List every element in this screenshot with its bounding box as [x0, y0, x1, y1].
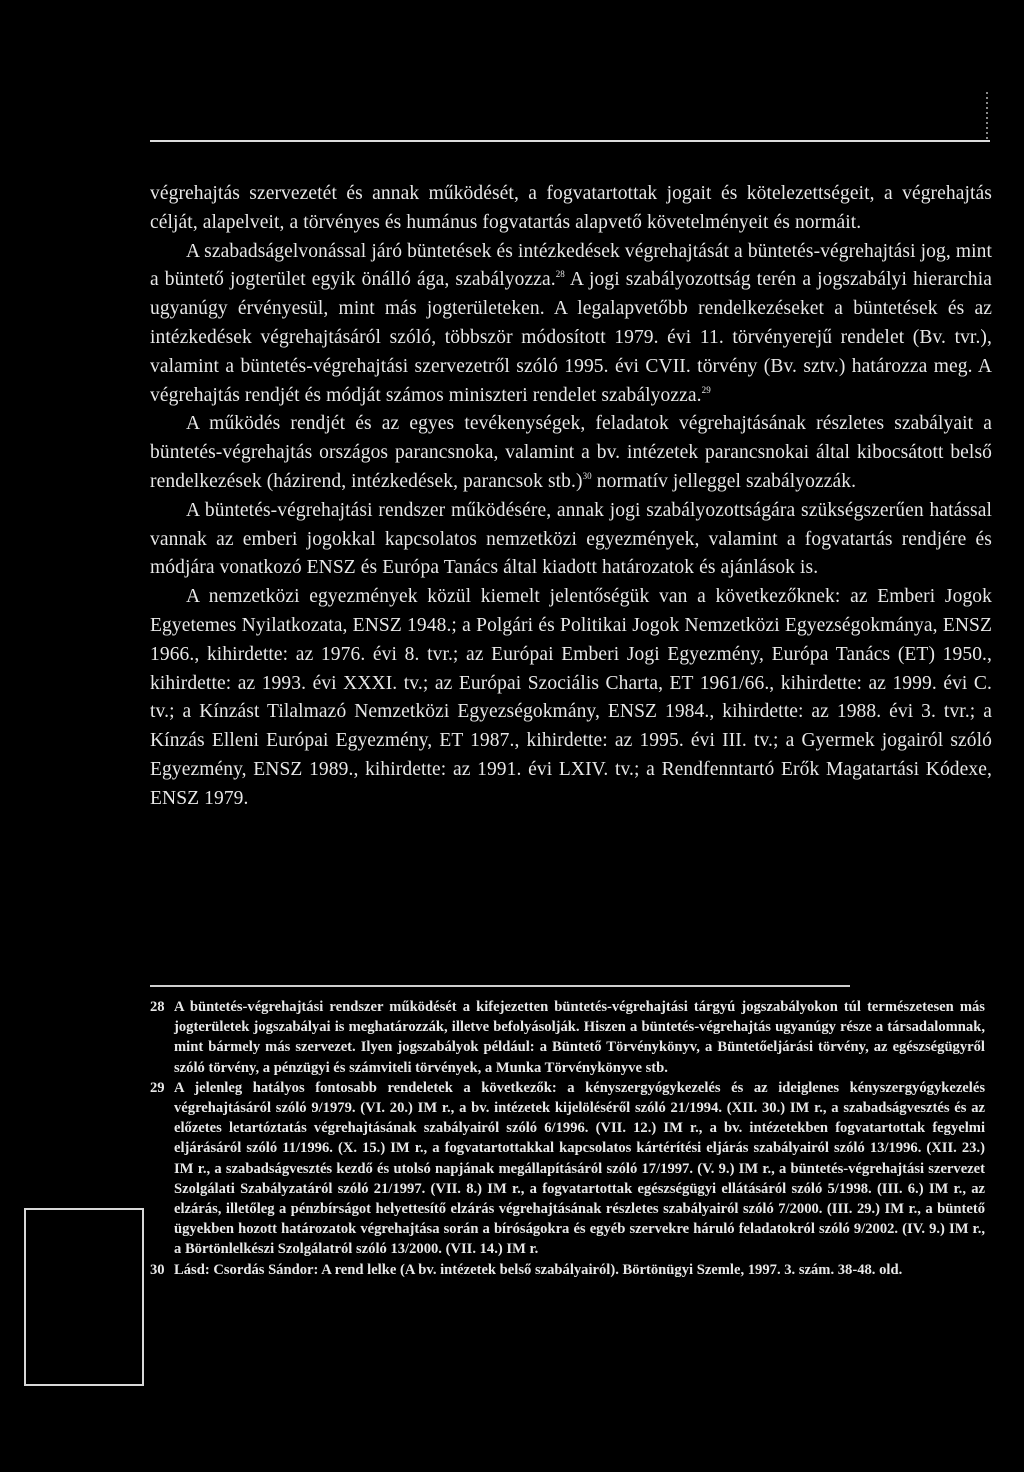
paragraph	[150, 238, 992, 411]
footnote-number: 29	[150, 1079, 165, 1096]
footnote-number: 28	[150, 999, 165, 1015]
footnotes	[150, 997, 985, 1280]
footnote-text: A büntetés-végrehajtási rendszer működését a kifejezetten büntetés-végrehajtási tárgyú jogszabályokon túl természetesen más jogterületek jogszabályai is meghatározzák, illetve befolyásolják. Hiszen a büntetés-végrehajtás ugyanúgy része a társadalomnak, mint bármely más szervezet. Ilyen jogszabályok például: a Büntető Törvénykönyv, a Büntetőeljárási törvény, az egészségügyről szóló törvény, a pénzügyi és számviteli törvények, a Munka Törvénykönyve stb.	[174, 999, 985, 1076]
header-rule	[150, 140, 990, 142]
paragraph	[150, 180, 992, 238]
margin-box	[24, 1208, 144, 1386]
footnote-number: 30	[150, 1261, 165, 1278]
paragraph-text: normatív jelleggel szabályozzák.	[591, 470, 857, 492]
footnote-text: Lásd: Csordás Sándor: A rend lelke (A bv. intézetek belső szabályairól). Börtönügyi Szemle, 1997. 3. szám. 38-48. old.	[174, 1261, 903, 1278]
paragraph-text: A büntetés-végrehajtási rendszer működésére, annak jogi szabályozottságára szükségszerűen hatással vannak az emberi jogokkal kapcsolatos nemzetközi egyezmények, valamint a fogvatartás rendjére és módjára vonatkozó ENSZ és Európa Tanács által kiadott határozatok és ajánlások is.	[150, 499, 992, 579]
footnote-28	[150, 997, 985, 1078]
footnote-separator	[150, 985, 850, 987]
paragraph-text: A szabadságelvonással járó büntetések és intézkedések végrehajtását a büntetés-végrehajtási jog, mint a büntető jogterület egyik önálló ága, szabályozza.	[150, 240, 992, 291]
paragraph-text: A működés rendjét és az egyes tevékenységek, feladatok végrehajtásának részletes szabályait a büntetés-végrehajtás országos parancsnoka, valamint a bv. intézetek parancsnokai által kibocsátott belső rendelkezések (házirend, intézkedések, parancsok stb.)	[150, 413, 992, 492]
body-text	[150, 180, 992, 814]
paragraph-text: A nemzetközi egyezmények közül kiemelt jelentőségük van a következőknek: az Emberi Jogok Egyetemes Nyilatkozata, ENSZ 1948.; a Polgári és Politikai Jogok Nemzetközi Egyezségokmánya, ENSZ 1966., kihirdette: az 1976. évi 8. tvr.; az Európai Emberi Jogi Egyezmény, Európa Tanács (ET) 1950., kihirdette: az 1993. évi XXXI. tv.; az Európai Szociális Charta, ET 1961/66., kihirdette: az 1999. évi C. tv.; a Kínzást Tilalmazó Nemzetközi Egyezségokmány, ENSZ 1984., kihirdette: az 1988. évi 3. tvr.; a Kínzás Elleni Európai Egyezmény, ET 1987., kihirdette: az 1995. évi III. tv.; a Gyermek jogairól szóló Egyezmény, ENSZ 1989., kihirdette: az 1991. évi LXIV. tv.; a Rendfenntartó Erők Magatartási Kódexe, ENSZ 1979.	[150, 586, 992, 809]
corner-mark	[986, 92, 988, 140]
footnote-ref-29[interactable]: 29	[701, 384, 711, 395]
paragraph-text: A jogi szabályozottság terén a jogszabályi hierarchia ugyanúgy érvényesül, mint más jogterületeken. A legalapvetőbb rendelkezéseket a büntetések és az intézkedések végrehajtásáról szóló, többször módosított 1979. évi 11. törvényerejű rendelet (Bv. tvr.), valamint a büntetés-végrehajtási szervezetről szóló 1995. évi CVII. törvény (Bv. sztv.) határozza meg. A végrehajtás rendjét és módját számos miniszteri rendelet szabályozza.	[150, 269, 993, 406]
paragraph	[150, 410, 992, 496]
paragraph	[150, 583, 992, 813]
paragraph	[150, 497, 992, 583]
footnote-ref-28[interactable]: 28	[555, 269, 565, 280]
footnote-29	[150, 1078, 985, 1260]
footnote-ref-30[interactable]: 30	[582, 470, 592, 481]
footnote-text: A jelenleg hatályos fontosabb rendeletek a következők: a kényszergyógykezelés és az ideiglenes kényszergyógykezelés végrehajtásáról szóló 9/1979. (VI. 20.) IM r., a bv. intézetek kijelöléséről szóló 21/1994. (XII. 30.) IM r., a szabadságvesztés és az előzetes letartóztatás végrehajtásának szabályairól szóló 6/1996. (VII. 12.) IM r., a bv. intézetekben fogvatartottak fegyelmi eljárásáról szóló 11/1996. (X. 15.) IM r., a fogvatartottakkal kapcsolatos kártérítési eljárás szabályairól szóló 13/1996. (XII. 23.) IM r., a szabadságvesztés kezdő és utolsó napjának megállapításáról szóló 17/1997. (V. 9.) IM r., a büntetés-végrehajtási szervezet Szolgálati Szabályzatáról szóló 21/1997. (VII. 8.) IM r., a fogvatartottak egészségügyi ellátásáról szóló 5/1998. (III. 6.) IM r., az elzárás, illetőleg a pénzbírságot helyettesítő elzárás végrehajtásának részletes szabályairól szóló 7/2000. (III. 29.) IM r., a büntető ügyekben hozott határozatok végrehajtása során a bíróságokra és egyéb szervekre háruló feladatokról szóló 9/2002. (IV. 9.) IM r., a Börtönlelkészi Szolgálatról szóló 13/2000. (VII. 14.) IM r.	[174, 1079, 985, 1258]
paragraph-text: végrehajtás szervezetét és annak működését, a fogvatartottak jogait és kötelezettségeit, a végrehajtás célját, alapelveit, a törvényes és humánus fogvatartás alapvető követelményeit és normáit.	[150, 183, 992, 233]
footnote-30	[150, 1260, 985, 1280]
